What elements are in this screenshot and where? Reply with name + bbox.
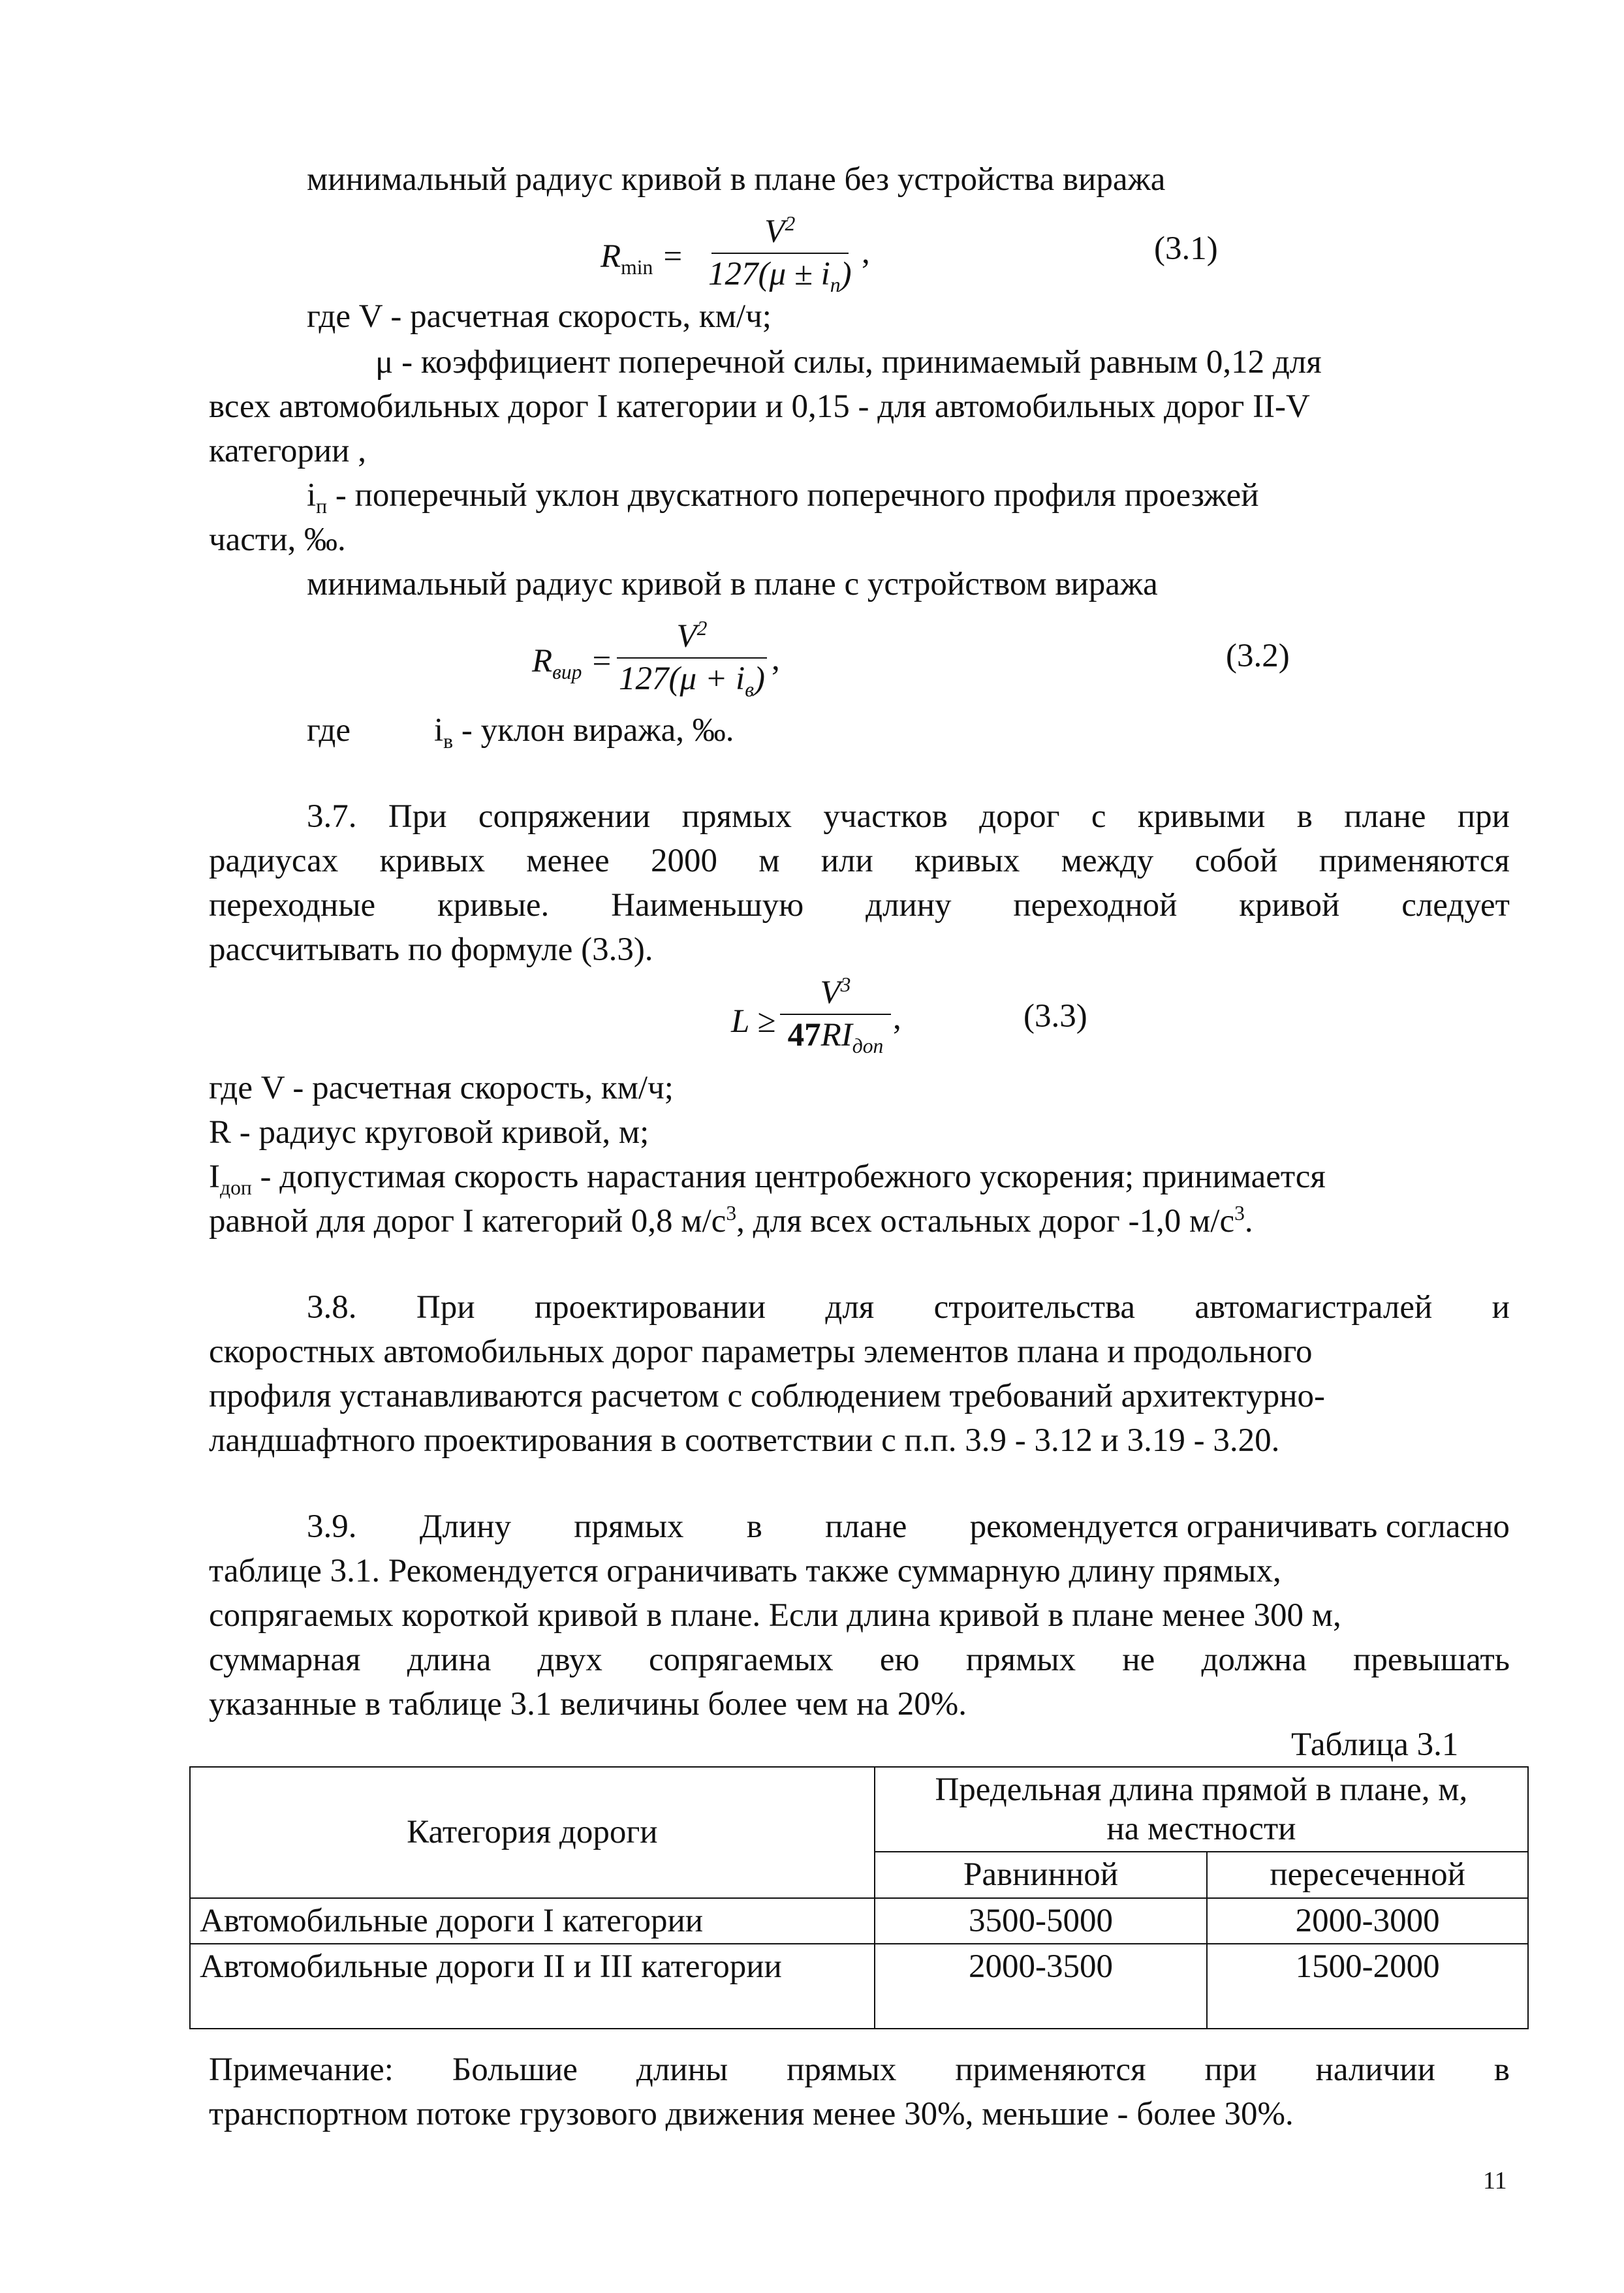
table-cell-plain: 3500-5000	[875, 1898, 1208, 1944]
word: должна	[1201, 1642, 1307, 1678]
word: при	[1457, 798, 1510, 835]
eq32-comma: ,	[772, 641, 780, 678]
s38-line-2: скоростных автомобильных дорог параметры элементов плана и продольного	[209, 1334, 1313, 1370]
word: ею	[879, 1642, 920, 1678]
word: применяются	[955, 2051, 1146, 2088]
eq32-number: (3.2)	[1226, 638, 1290, 674]
eq33-fraction: $V^3$ $47RI_{доп}$	[780, 976, 891, 1052]
word: сопрягаемых	[649, 1642, 834, 1678]
word: Длину	[419, 1508, 512, 1545]
word: для	[825, 1289, 875, 1326]
word: длина	[407, 1642, 492, 1678]
word: в	[1493, 2051, 1510, 2088]
word: рекомендуется ограничивать согласно	[969, 1508, 1510, 1545]
mu-line-1: μ - коэффициент поперечной силы, принимаемый равным 0,12 для	[375, 344, 1322, 381]
where-v-line: где V - расчетная скорость, км/ч;	[307, 298, 772, 335]
word: При	[416, 1289, 475, 1326]
table-cell-category: Автомобильные дороги I категории	[190, 1898, 875, 1944]
word: радиусах	[209, 843, 339, 879]
word: с	[1091, 798, 1106, 835]
where3-line-3: $I_{доп}$ - допустимая скорость нарастания центробежного ускорения; принимается	[209, 1159, 1326, 1200]
word: 3.7.	[307, 798, 357, 835]
note-line-1	[209, 2053, 1510, 2087]
table-row	[190, 1898, 1528, 1944]
where3-line-2: R - радиус круговой кривой, м;	[209, 1114, 649, 1151]
s37-line-1	[307, 800, 1510, 834]
table-3-1	[189, 1766, 1529, 2029]
word: кривой	[1239, 887, 1340, 924]
word: следует	[1401, 887, 1510, 924]
s37-line-3	[209, 889, 1510, 922]
word: не	[1122, 1642, 1155, 1678]
word: превышать	[1353, 1642, 1510, 1678]
word: дорог	[979, 798, 1060, 835]
s38-line-4: ландшафтного проектирования в соответствии с п.п. 3.9 - 3.12 и 3.19 - 3.20.	[209, 1422, 1280, 1459]
eq32-lhs: $R_{вир}$ =	[532, 643, 613, 684]
word: двух	[537, 1642, 602, 1678]
table-caption: Таблица 3.1	[1291, 1726, 1459, 1763]
word: собой	[1195, 843, 1278, 879]
word: 2000	[650, 843, 717, 879]
eq32-fraction: $V^2$ $127(\mu + i_в)$	[617, 620, 767, 696]
where3-line-4: равной для дорог I категорий 0,8 $м/с^3$, для всех остальных дорог -1,0 $м/с^3$.	[209, 1202, 1253, 1240]
where3-line-1: где V - расчетная скорость, км/ч;	[209, 1070, 674, 1106]
eq31-lhs: $R_{min}$ =	[601, 238, 684, 279]
word: Наименьшую	[611, 887, 804, 924]
eq33-comma: ,	[893, 1000, 901, 1037]
word: автомагистралей	[1195, 1289, 1433, 1326]
word: или	[820, 843, 873, 879]
table-cell-category: Автомобильные дороги II и III категории	[190, 1944, 875, 2029]
s39-line-5: указанные в таблице 3.1 величины более чем на 20%.	[209, 1686, 967, 1723]
table-header-plain: Равнинной	[875, 1852, 1208, 1897]
word: прямых	[681, 798, 792, 835]
where-iv-label: где	[307, 712, 351, 749]
s38-line-1	[307, 1291, 1510, 1324]
note-line-2: транспортном потоке грузового движения менее 30%, меньшие - более 30%.	[209, 2096, 1294, 2132]
eq33-number: (3.3)	[1023, 998, 1087, 1035]
page-number: 11	[1483, 2167, 1507, 2194]
word: проектировании	[534, 1289, 766, 1326]
word: кривые.	[437, 887, 550, 924]
word: кривых	[379, 843, 485, 879]
word: и	[1491, 1289, 1510, 1326]
word: строительства	[933, 1289, 1136, 1326]
word: наличии	[1315, 2051, 1435, 2088]
table-header-rough: пересеченной	[1207, 1852, 1528, 1897]
table-header-group: Предельная длина прямой в плане, м, на местности	[875, 1767, 1528, 1852]
paragraph-radius-superelevation: минимальный радиус кривой в плане с устройством виража	[307, 566, 1158, 602]
word: менее	[526, 843, 610, 879]
s37-line-4: рассчитывать по формуле (3.3).	[209, 931, 653, 968]
word: плане	[1344, 798, 1426, 835]
word: в	[1296, 798, 1313, 835]
word: 3.8.	[307, 1289, 357, 1326]
eq33-lhs: L ≥	[731, 1003, 776, 1040]
word: длины	[636, 2051, 728, 2088]
table-row	[190, 1944, 1528, 2029]
word: применяются	[1319, 843, 1510, 879]
word: При	[388, 798, 447, 835]
word: длину	[866, 887, 952, 924]
mu-line-2: всех автомобильных дорог I категории и 0,15 - для автомобильных дорог II-V	[209, 388, 1310, 425]
table-cell-rough: 1500-2000	[1207, 1944, 1528, 2029]
word: плане	[825, 1508, 907, 1545]
eq31-number: (3.1)	[1154, 230, 1218, 267]
word: м	[758, 843, 780, 879]
s39-line-1	[307, 1510, 1510, 1544]
word: при	[1204, 2051, 1257, 2088]
word: Примечание:	[209, 2051, 394, 2088]
where-iv-text: $i_в$ - уклон виража, ‰.	[434, 712, 734, 753]
in-line-1: $i_п$ - поперечный уклон двускатного поперечного профиля проезжей	[307, 477, 1259, 518]
word: 3.9.	[307, 1508, 357, 1545]
word: переходные	[209, 887, 376, 924]
word: прямых	[965, 1642, 1076, 1678]
in-line-2: части, ‰.	[209, 522, 346, 558]
paragraph-min-radius: минимальный радиус кривой в плане без устройства виража	[307, 161, 1166, 198]
table-cell-rough: 2000-3000	[1207, 1898, 1528, 1944]
word: Большие	[452, 2051, 578, 2088]
word: кривыми	[1137, 798, 1266, 835]
s39-line-4	[209, 1644, 1510, 1677]
table-header-category: Категория дороги	[190, 1767, 875, 1898]
s38-line-3: профиля устанавливаются расчетом с соблюдением требований архитектурно-	[209, 1378, 1325, 1414]
word: переходной	[1013, 887, 1178, 924]
table-cell-plain: 2000-3500	[875, 1944, 1208, 2029]
word: суммарная	[209, 1642, 361, 1678]
word: кривых	[914, 843, 1020, 879]
s39-line-2: таблице 3.1. Рекомендуется ограничивать также суммарную длину прямых,	[209, 1553, 1281, 1589]
s39-line-3: сопрягаемых короткой кривой в плане. Если длина кривой в плане менее 300 м,	[209, 1597, 1341, 1634]
word: сопряжении	[478, 798, 651, 835]
eq31-comma: ,	[862, 234, 870, 271]
word: между	[1061, 843, 1154, 879]
s37-line-2	[209, 845, 1510, 878]
mu-line-3: категории ,	[209, 433, 366, 469]
word: в	[746, 1508, 762, 1545]
word: прямых	[787, 2051, 897, 2088]
word: прямых	[574, 1508, 684, 1545]
word: участков	[823, 798, 948, 835]
eq31-fraction: $V^2$ $127(\mu \pm i_n)$	[708, 212, 852, 297]
